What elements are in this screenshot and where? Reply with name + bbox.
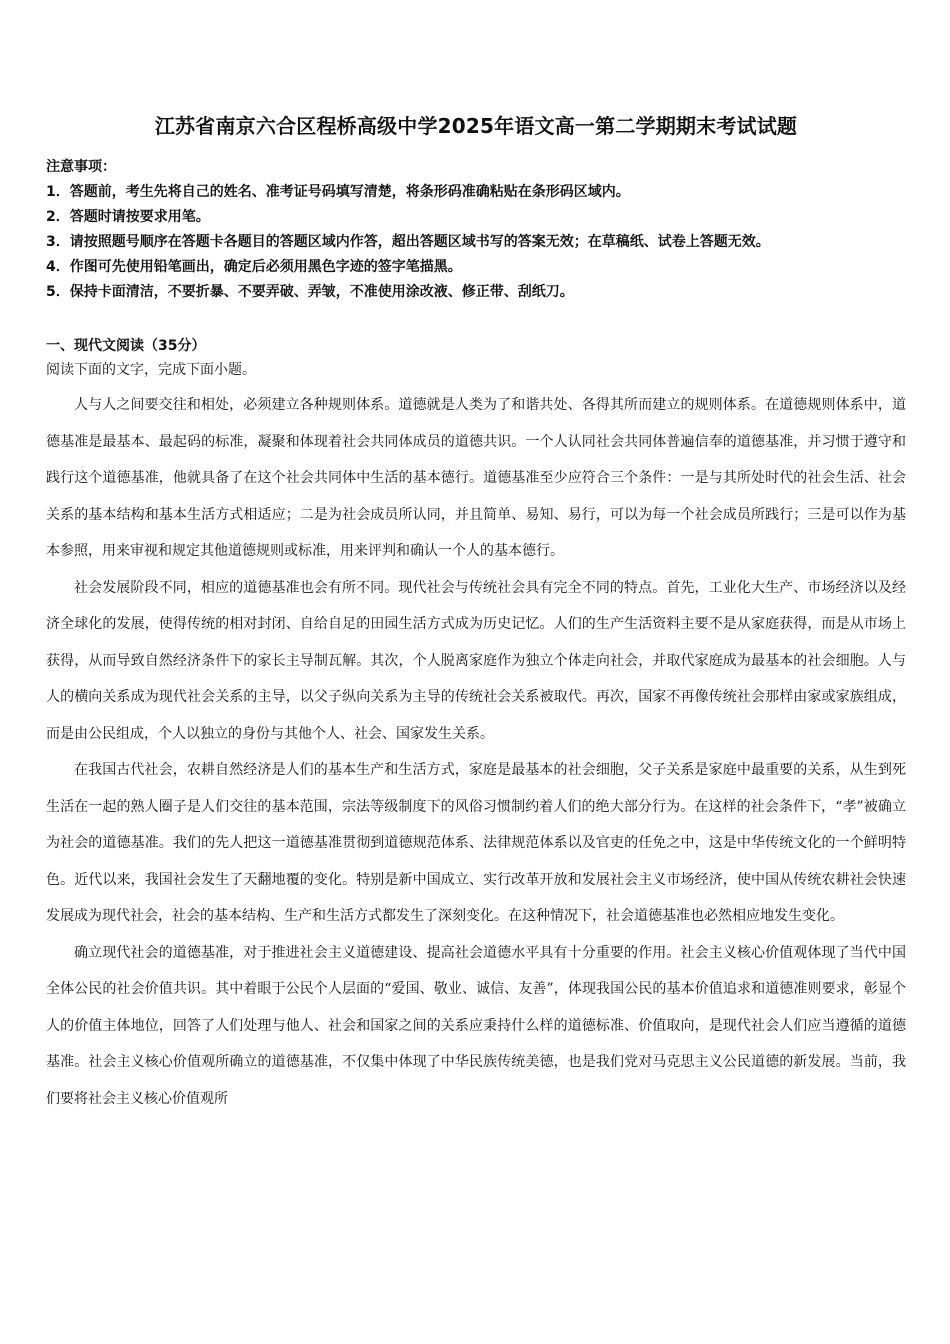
article-paragraph: 在我国古代社会，农耕自然经济是人们的基本生产和生活方式，家庭是最基本的社会细胞，父子关系是家庭中最重要的关系，从生到死生活在一起的熟人圈子是人们交往的基本范围，宗法等级制度下的风俗习惯制约着人们的绝大部分行为。在这样的社会条件下，“孝”被确立为社会的道德基准。我们的先人把这一道德基准贯彻到道德规范体系、法律规范体系以及官吏的任免之中，这是中华传统文化的一个鲜明特色。近代以来，我国社会发生了天翻地覆的变化。特别是新中国成立、实行改革开放和发展社会主义市场经济，使中国从传统农耕社会快速发展成为现代社会，社会的基本结构、生产和生活方式都发生了深刻变化。在这种情况下，社会道德基准也必然相应地发生变化。 (46, 762, 906, 924)
section-instruction: 阅读下面的文字，完成下面小题。 (46, 362, 256, 378)
notice-item: 3．请按照题号顺序在答题卡各题目的答题区域内作答，超出答题区域书写的答案无效；在草稿纸、试卷上答题无效。 (46, 234, 770, 250)
article-paragraph: 社会发展阶段不同，相应的道德基准也会有所不同。现代社会与传统社会具有完全不同的特点。首先，工业化大生产、市场经济以及经济全球化的发展，使得传统的相对封闭、自给自足的田园生活方式成为历史记忆。人们的生产生活资料主要不是从家庭获得，而是从市场上获得，从而导致自然经济条件下的家长主导制瓦解。其次，个人脱离家庭作为独立个体走向社会，并取代家庭成为最基本的社会细胞。人与人的横向关系成为现代社会关系的主导，以父子纵向关系为主导的传统社会关系被取代。再次，国家不再像传统社会那样由家或家族组成，而是由公民组成，个人以独立的身份与其他个人、社会、国家发生关系。 (46, 579, 906, 742)
notice-list (46, 180, 906, 305)
notice-item: 2．答题时请按要求用笔。 (46, 209, 210, 225)
notice-block (46, 155, 906, 305)
notice-heading: 注意事项： (46, 159, 116, 175)
article-paragraph: 人与人之间要交往和相处，必须建立各种规则体系。道德就是人类为了和谐共处、各得其所而建立的规则体系。在道德规则体系中，道德基准是最基本、最起码的标准，凝聚和体现着社会共同体成员的道德共识。一个人认同社会共同体普遍信奉的道德基准，并习惯于遵守和践行这个道德基准，他就具备了在这个社会共同体中生活的基本德行。道德基准至少应符合三个条件：一是与其所处时代的社会生活、社会关系的基本结构和基本生活方式相适应；二是为社会成员所认同，并且简单、易知、易行，可以为每一个社会成员所践行；三是可以作为基本参照，用来审视和规定其他道德规则或标准，用来评判和确认一个人的基本德行。 (46, 397, 906, 559)
reading-article (46, 387, 906, 1117)
section-heading: 一、现代文阅读（35分） (46, 338, 206, 354)
article-paragraph: 确立现代社会的道德基准，对于推进社会主义道德建设、提高社会道德水平具有十分重要的作用。社会主义核心价值观体现了当代中国全体公民的社会价值共识。其中着眼于公民个人层面的“爱国、敬业、诚信、友善”，体现我国公民的基本价值追求和道德准则要求，彰显个人的价值主体地位，回答了人们处理与他人、社会和国家之间的关系应秉持什么样的道德标准、价值取向，是现代社会人们应当遵循的道德基准。社会主义核心价值观所确立的道德基准，不仅集中体现了中华民族传统美德，也是我们党对马克思主义公民道德的新发展。当前，我们要将社会主义核心价值观所 (46, 944, 906, 1107)
exam-title: 江苏省南京六合区程桥高级中学2025年语文高一第二学期期末考试试题 (154, 114, 798, 138)
notice-item: 1．答题前，考生先将自己的姓名、准考证号码填写清楚，将条形码准确粘贴在条形码区域内。 (46, 184, 630, 200)
notice-item: 4．作图可先使用铅笔画出，确定后必须用黑色字迹的签字笔描黑。 (46, 259, 462, 275)
notice-item: 5．保持卡面清洁，不要折暴、不要弄破、弄皱，不准使用涂改液、修正带、刮纸刀。 (46, 284, 574, 300)
